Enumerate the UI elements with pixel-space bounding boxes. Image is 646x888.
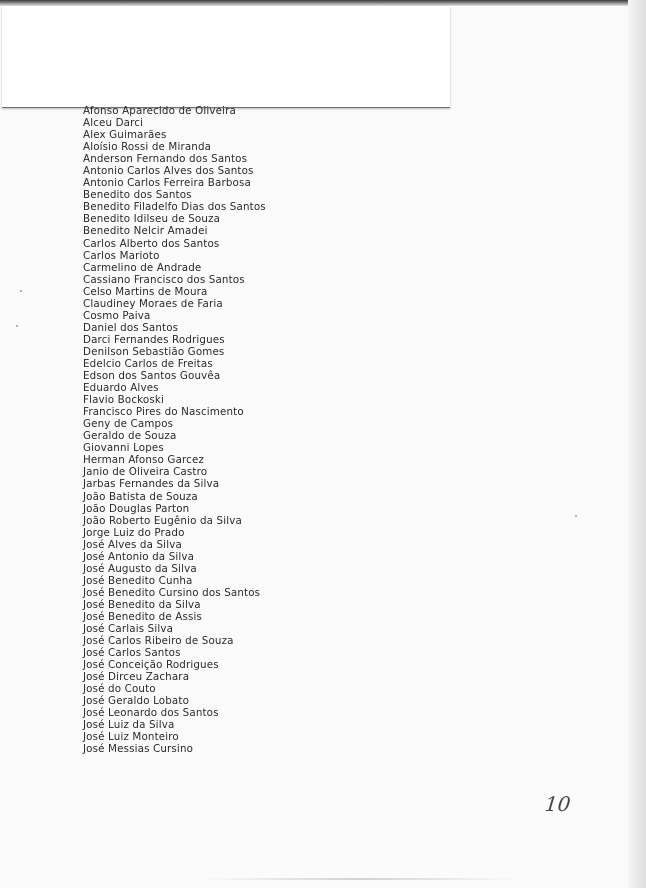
list-item: Edelcio Carlos de Freitas xyxy=(83,357,213,370)
list-item: Benedito dos Santos xyxy=(83,189,192,202)
list-item: José Benedito Cursino dos Santos xyxy=(83,586,261,599)
list-item: José Leonardo dos Santos xyxy=(83,707,219,720)
scan-speck xyxy=(20,290,22,292)
list-item: José Carlos Ribeiro de Souza xyxy=(83,635,234,648)
list-item: Giovanni Lopes xyxy=(83,442,164,455)
list-item: José Benedito da Silva xyxy=(83,598,201,611)
list-item: Anderson Fernando dos Santos xyxy=(83,153,248,166)
list-item: Herman Afonso Garcez xyxy=(83,454,205,467)
list-item: Carmelino de Andrade xyxy=(83,261,202,274)
scan-speck xyxy=(16,325,18,327)
list-item: Janio de Oliveira Castro xyxy=(83,466,208,479)
list-item: Alceu Darci xyxy=(83,117,144,130)
list-item: Antonio Carlos Alves dos Santos xyxy=(83,165,254,178)
list-item: Flavio Bockoski xyxy=(83,394,164,407)
list-item: José Dirceu Zachara xyxy=(83,671,190,684)
list-item: Celso Martins de Moura xyxy=(83,285,208,298)
list-item: Darci Fernandes Rodrigues xyxy=(83,333,225,346)
list-item: Denilson Sebastião Gomes xyxy=(83,345,225,358)
list-item: Geny de Campos xyxy=(83,418,174,431)
list-item: Benedito Nelcir Amadei xyxy=(83,225,208,238)
list-item: Alex Guimarães xyxy=(83,129,167,142)
list-item: Carlos Alberto dos Santos xyxy=(83,237,220,250)
list-item: José Augusto da Silva xyxy=(83,562,197,575)
list-item: Eduardo Alves xyxy=(83,382,159,395)
list-item: Aloísio Rossi de Miranda xyxy=(83,141,212,154)
list-item: José Antonio da Silva xyxy=(83,550,195,563)
list-item: Afonso Aparecido de Oliveira xyxy=(83,105,236,117)
list-item: José Messias Cursino xyxy=(83,743,194,756)
list-item: Edson dos Santos Gouvêa xyxy=(83,370,221,383)
list-item: José do Couto xyxy=(83,683,156,696)
list-item: Carlos Marioto xyxy=(83,249,160,262)
list-item: Geraldo de Souza xyxy=(83,430,177,443)
scan-right-edge xyxy=(628,0,646,888)
handwritten-page-number: 10 xyxy=(543,792,572,816)
list-item: Benedito Idilseu de Souza xyxy=(83,213,221,226)
list-item: Daniel dos Santos xyxy=(83,321,179,334)
list-item: José Luiz da Silva xyxy=(83,719,175,732)
list-item: Jarbas Fernandes da Silva xyxy=(83,478,220,491)
list-item: José Carlais Silva xyxy=(83,623,174,636)
list-item: João Roberto Eugênio da Silva xyxy=(83,514,242,527)
list-item: Claudiney Moraes de Faria xyxy=(83,297,223,310)
list-item: Benedito Filadelfo Dias dos Santos xyxy=(83,201,266,214)
list-item: José Luiz Monteiro xyxy=(83,731,179,744)
list-item: João Douglas Parton xyxy=(83,502,190,515)
list-item: Jorge Luiz do Prado xyxy=(83,526,185,539)
scan-bottom-mark xyxy=(200,878,520,880)
overlapping-paper-slip xyxy=(2,6,450,108)
list-item: Cosmo Paiva xyxy=(83,309,151,322)
list-item: Cassiano Francisco dos Santos xyxy=(83,273,245,286)
list-item: José Geraldo Lobato xyxy=(83,695,190,708)
list-item: José Benedito de Assis xyxy=(83,610,203,623)
list-item: José Carlos Santos xyxy=(83,647,181,660)
list-item: Antonio Carlos Ferreira Barbosa xyxy=(83,177,251,190)
name-list xyxy=(83,105,266,756)
list-item: João Batista de Souza xyxy=(83,490,198,503)
list-item: José Conceição Rodrigues xyxy=(83,659,219,672)
scan-speck xyxy=(575,515,577,517)
list-item: Francisco Pires do Nascimento xyxy=(83,406,244,419)
list-item: José Benedito Cunha xyxy=(83,574,193,587)
list-item: José Alves da Silva xyxy=(83,538,182,551)
